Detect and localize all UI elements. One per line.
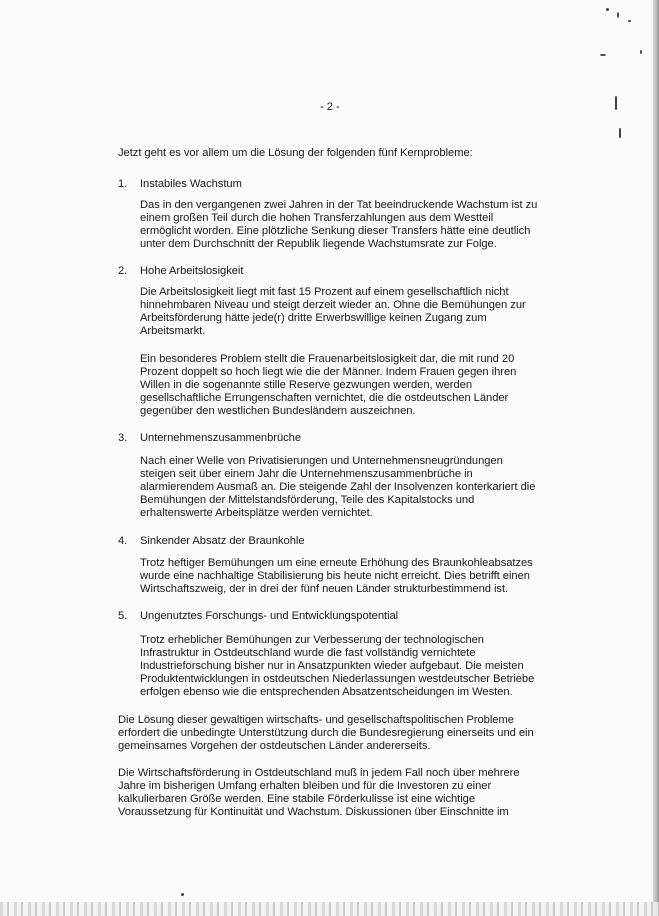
paragraph-line: kalkulierbaren Größe werden. Eine stabile Förderkulisse ist eine wichtige — [118, 793, 476, 805]
paragraph-line: Infrastruktur in Ostdeutschland wurde die fast vollständig vernichtete — [140, 647, 476, 659]
scan-speck — [600, 54, 606, 56]
problem-number: 5. — [118, 610, 128, 622]
paragraph-line: Arbeitsförderung hätte jede(r) dritte Erwerbswillige keinen Zugang zum — [140, 312, 487, 324]
paragraph-line: Industrieforschung bisher nur in Ansatzpunkten wieder aufgebaut. Die meisten — [140, 660, 524, 672]
paragraph-line: Die Wirtschaftsförderung in Ostdeutschland muß in jedem Fall noch über mehrere — [118, 767, 520, 779]
paragraph-line: Die Lösung dieser gewaltigen wirtschafts- und gesellschaftspolitischen Probleme — [118, 714, 514, 726]
problem-heading: Hohe Arbeitslosigkeit — [140, 265, 244, 277]
scan-speck — [640, 50, 642, 54]
problem-number: 1. — [118, 178, 128, 190]
paragraph-line: ermöglicht worden. Eine plötzliche Senkung dieser Transfers hätte eine deutlich — [140, 225, 531, 237]
scan-speck — [181, 893, 184, 896]
paragraph-line: unter dem Durchschnitt der Republik liegende Wachstumsrate zur Folge. — [140, 238, 497, 250]
paragraph-line: wurde eine nachhaltige Stabilisierung bis heute nicht erreicht. Dies betrifft einen — [140, 570, 530, 582]
problem-heading: Instabiles Wachstum — [140, 178, 242, 190]
paragraph-line: erfolgen ebenso wie die entsprechenden Absatzentscheidungen im Westen. — [140, 686, 513, 698]
paragraph-line: Voraussetzung für Kontinuität und Wachstum. Diskussionen über Einschnitte im — [118, 806, 509, 818]
problem-heading: Unternehmenszusammenbrüche — [140, 432, 302, 444]
scan-speck — [628, 20, 631, 22]
paragraph-line: Jahre im bisherigen Umfang erhalten bleiben und für die Investoren zu einer — [118, 780, 492, 792]
problem-heading: Sinkender Absatz der Braunkohle — [140, 535, 305, 547]
paragraph-line: Nach einer Welle von Privatisierungen und Unternehmensneugründungen — [140, 455, 503, 467]
paragraph-line: einem großen Teil durch die hohen Transferzahlungen aus dem Westteil — [140, 212, 494, 224]
paragraph-line: Arbeitsmarkt. — [140, 325, 206, 337]
scan-speck — [617, 12, 619, 18]
paragraph-line: steigen seit über einem Jahr die Unternehmenszusammenbrüche in — [140, 468, 473, 480]
problem-number: 3. — [118, 432, 128, 444]
problem-heading: Ungenutztes Forschungs- und Entwicklungspotential — [140, 610, 399, 622]
page-number: - 2 - — [320, 101, 340, 113]
scan-speck — [606, 8, 609, 11]
paragraph-line: alarmierendem Ausmaß an. Die steigende Zahl der Insolvenzen konterkariert die — [140, 481, 536, 493]
scan-edge-right — [653, 0, 659, 916]
paragraph-line: Willen in die sogenannte stille Reserve gezwungen werden, werden — [140, 379, 472, 391]
problem-number: 4. — [118, 535, 128, 547]
paragraph-line: Ein besonderes Problem stellt die Frauenarbeitslosigkeit dar, die mit rund 20 — [140, 353, 515, 365]
paragraph-line: Prozent doppelt so hoch liegt wie die der Männer. Indem Frauen gegen ihren — [140, 366, 517, 378]
intro-paragraph: Jetzt geht es vor allem um die Lösung der folgenden fünf Kernprobleme: — [118, 147, 473, 159]
paragraph-line: Trotz erheblicher Bemühungen zur Verbesserung der technologischen — [140, 634, 484, 646]
paragraph-line: Trotz heftiger Bemühungen um eine erneute Erhöhung des Braunkohleabsatzes — [140, 557, 533, 569]
paragraph-line: Produktentwicklungen in ostdeutschen Niederlassungen westdeutscher Betriebe — [140, 673, 535, 685]
scan-speck — [615, 96, 617, 110]
paragraph-line: Das in den vergangenen zwei Jahren in der Tat beeindruckende Wachstum ist zu — [140, 199, 538, 211]
paragraph-line: gemeinsames Vorgehen der ostdeutschen Länder andererseits. — [118, 740, 431, 752]
paragraph-line: erfordert die unbedingte Unterstützung durch die Bundesregierung einerseits und ein — [118, 727, 534, 739]
paragraph-line: gegenüber den westlichen Bundesländern auszeichnen. — [140, 405, 416, 417]
paragraph-line: Die Arbeitslosigkeit liegt mit fast 15 Prozent auf einem gesellschaftlich nicht — [140, 286, 509, 298]
paragraph-line: gesellschaftliche Errungenschaften vernichtet, die die ostdeutschen Länder — [140, 392, 509, 404]
scan-speck — [619, 128, 621, 138]
paragraph-line: hinnehmbaren Niveau und steigt derzeit wieder an. Ohne die Bemühungen zur — [140, 299, 526, 311]
scan-edge-bottom — [0, 902, 659, 916]
paragraph-line: erhaltenswerte Arbeitsplätze werden vernichtet. — [140, 507, 373, 519]
paragraph-line: Wirtschaftszweig, der in drei der fünf neuen Länder strukturbestimmend ist. — [140, 583, 509, 595]
paragraph-line: Bemühungen der Mittelstandsförderung, Teile des Kapitalstocks und — [140, 494, 475, 506]
problem-number: 2. — [118, 265, 128, 277]
